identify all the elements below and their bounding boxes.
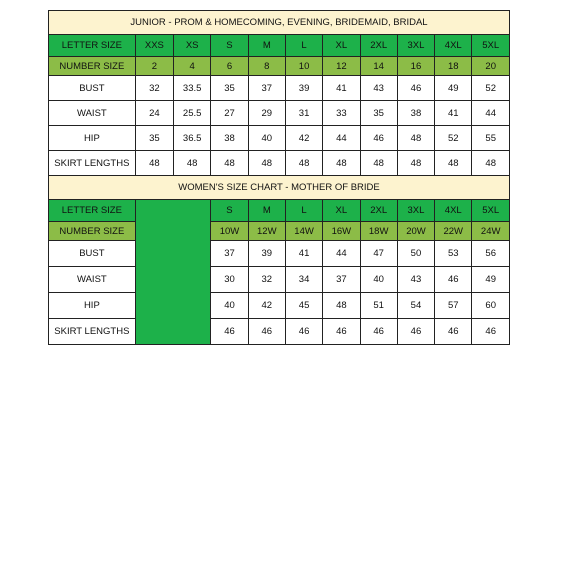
women-letter-size-row [49,200,510,222]
junior-letter-size-cell: XL [323,35,360,57]
women-measure-cell: 32 [248,267,285,293]
junior-number-size-cell: 8 [248,57,285,76]
women-measure-cell: 44 [323,241,360,267]
junior-number-size-label: NUMBER SIZE [49,57,136,76]
women-section [49,176,510,345]
women-number-size-cell: 24W [472,222,510,241]
junior-measure-cell: 27 [211,101,248,126]
junior-letter-size-cell: L [285,35,322,57]
women-measure-cell: 60 [472,293,510,319]
junior-measure-cell: 46 [360,126,397,151]
women-letter-size-cell: 5XL [472,200,510,222]
junior-measure-cell: 39 [285,76,322,101]
junior-measure-cell: 40 [248,126,285,151]
women-measure-row [49,319,510,345]
women-measure-cell: 37 [211,241,248,267]
women-measure-label: WAIST [49,267,136,293]
women-measure-label: SKIRT LENGTHS [49,319,136,345]
women-measure-label: HIP [49,293,136,319]
women-measure-label: BUST [49,241,136,267]
women-measure-cell: 56 [472,241,510,267]
junior-letter-size-cell: 5XL [472,35,510,57]
junior-measure-cell: 52 [435,126,472,151]
women-blank-green-block [135,200,211,345]
women-title-row [49,176,510,200]
junior-measure-label: WAIST [49,101,136,126]
junior-measure-cell: 48 [323,151,360,176]
junior-measure-cell: 33.5 [174,76,211,101]
junior-measure-cell: 35 [360,101,397,126]
junior-measure-cell: 31 [285,101,322,126]
junior-measure-cell: 48 [174,151,211,176]
junior-measure-row [49,101,510,126]
junior-letter-size-cell: XS [174,35,211,57]
junior-number-size-cell: 10 [285,57,322,76]
junior-number-size-row [49,57,510,76]
women-measure-cell: 40 [211,293,248,319]
junior-number-size-cell: 18 [435,57,472,76]
junior-measure-cell: 38 [397,101,434,126]
junior-letter-size-cell: XXS [135,35,173,57]
women-letter-size-cell: M [248,200,285,222]
junior-measure-cell: 52 [472,76,510,101]
junior-measure-cell: 46 [397,76,434,101]
women-letter-size-cell: S [211,200,248,222]
women-title: WOMEN'S SIZE CHART - MOTHER OF BRIDE [49,176,510,200]
women-measure-cell: 46 [397,319,434,345]
junior-letter-size-cell: 4XL [435,35,472,57]
junior-title: JUNIOR - PROM & HOMECOMING, EVENING, BRIDEMAID, BRIDAL [49,11,510,35]
junior-measure-cell: 44 [472,101,510,126]
junior-number-size-cell: 14 [360,57,397,76]
women-measure-cell: 46 [248,319,285,345]
junior-number-size-cell: 2 [135,57,173,76]
junior-measure-row [49,126,510,151]
women-measure-cell: 50 [397,241,434,267]
junior-measure-cell: 29 [248,101,285,126]
junior-measure-cell: 48 [397,126,434,151]
junior-letter-size-cell: 2XL [360,35,397,57]
junior-measure-cell: 36.5 [174,126,211,151]
women-measure-cell: 30 [211,267,248,293]
women-measure-row [49,293,510,319]
junior-measure-cell: 48 [472,151,510,176]
junior-measure-cell: 37 [248,76,285,101]
junior-measure-cell: 49 [435,76,472,101]
women-measure-cell: 46 [323,319,360,345]
women-number-size-cell: 16W [323,222,360,241]
junior-letter-size-row [49,35,510,57]
junior-measure-cell: 32 [135,76,173,101]
women-letter-size-cell: 4XL [435,200,472,222]
junior-measure-cell: 55 [472,126,510,151]
junior-measure-label: HIP [49,126,136,151]
women-measure-row [49,267,510,293]
women-measure-cell: 46 [285,319,322,345]
women-number-size-cell: 22W [435,222,472,241]
women-number-size-cell: 18W [360,222,397,241]
junior-measure-row [49,151,510,176]
junior-measure-row [49,76,510,101]
women-number-size-cell: 12W [248,222,285,241]
women-measure-cell: 42 [248,293,285,319]
junior-number-size-cell: 20 [472,57,510,76]
women-measure-cell: 34 [285,267,322,293]
junior-measure-cell: 48 [135,151,173,176]
junior-measure-label: BUST [49,76,136,101]
women-measure-cell: 51 [360,293,397,319]
women-measure-cell: 46 [435,319,472,345]
junior-number-size-cell: 4 [174,57,211,76]
junior-letter-size-cell: M [248,35,285,57]
women-measure-cell: 37 [323,267,360,293]
women-number-size-cell: 20W [397,222,434,241]
junior-title-row [49,11,510,35]
women-letter-size-label: LETTER SIZE [49,200,136,222]
junior-measure-cell: 43 [360,76,397,101]
junior-measure-cell: 42 [285,126,322,151]
junior-measure-cell: 41 [323,76,360,101]
size-chart-table [48,10,510,345]
junior-number-size-cell: 12 [323,57,360,76]
women-number-size-cell: 14W [285,222,322,241]
women-measure-cell: 46 [472,319,510,345]
junior-measure-cell: 41 [435,101,472,126]
women-measure-cell: 46 [435,267,472,293]
junior-measure-cell: 48 [397,151,434,176]
women-measure-cell: 54 [397,293,434,319]
junior-letter-size-cell: 3XL [397,35,434,57]
junior-measure-cell: 33 [323,101,360,126]
junior-measure-cell: 48 [435,151,472,176]
women-measure-cell: 43 [397,267,434,293]
women-measure-cell: 41 [285,241,322,267]
women-number-size-cell: 10W [211,222,248,241]
women-measure-cell: 53 [435,241,472,267]
junior-measure-cell: 48 [360,151,397,176]
junior-measure-cell: 48 [285,151,322,176]
junior-measure-cell: 44 [323,126,360,151]
junior-measure-cell: 24 [135,101,173,126]
women-letter-size-cell: XL [323,200,360,222]
junior-number-size-cell: 16 [397,57,434,76]
junior-measure-cell: 48 [211,151,248,176]
junior-letter-size-cell: S [211,35,248,57]
women-number-size-row [49,222,510,241]
junior-number-size-cell: 6 [211,57,248,76]
junior-measure-cell: 48 [248,151,285,176]
women-measure-cell: 49 [472,267,510,293]
junior-measure-cell: 25.5 [174,101,211,126]
women-number-size-label: NUMBER SIZE [49,222,136,241]
women-measure-cell: 57 [435,293,472,319]
women-measure-cell: 47 [360,241,397,267]
women-letter-size-cell: 3XL [397,200,434,222]
women-measure-cell: 45 [285,293,322,319]
junior-measure-cell: 38 [211,126,248,151]
junior-section [49,11,510,176]
women-measure-cell: 48 [323,293,360,319]
women-measure-row [49,241,510,267]
junior-measure-cell: 35 [135,126,173,151]
junior-letter-size-label: LETTER SIZE [49,35,136,57]
women-measure-cell: 40 [360,267,397,293]
women-measure-cell: 46 [360,319,397,345]
junior-measure-cell: 35 [211,76,248,101]
women-measure-cell: 46 [211,319,248,345]
junior-measure-label: SKIRT LENGTHS [49,151,136,176]
women-measure-cell: 39 [248,241,285,267]
women-letter-size-cell: L [285,200,322,222]
women-letter-size-cell: 2XL [360,200,397,222]
